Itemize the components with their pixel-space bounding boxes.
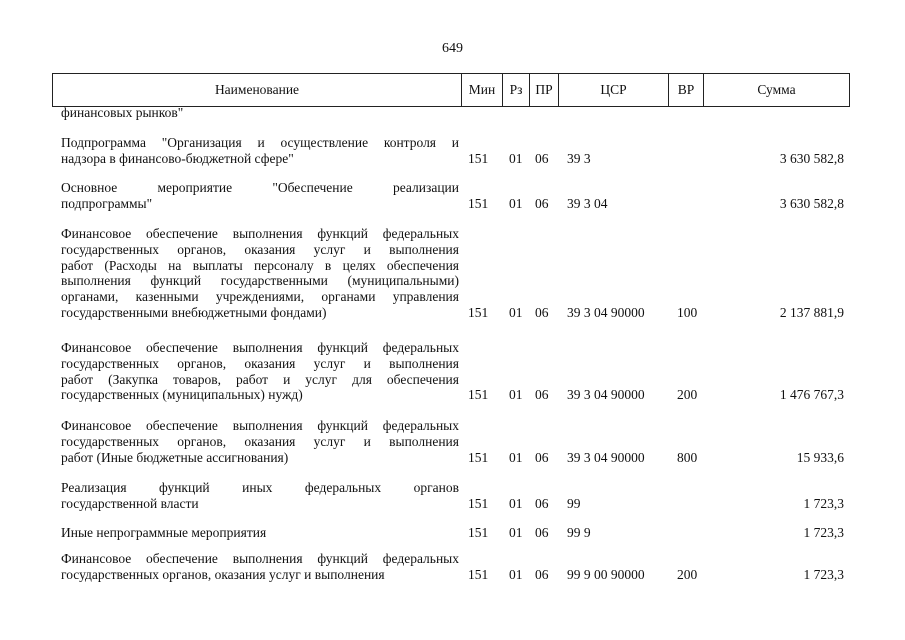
cell-csr: 39 3 04 90000 (567, 449, 645, 465)
row-name (61, 135, 459, 167)
cell-sum: 1 476 767,3 (779, 387, 844, 403)
cell-pr: 06 (535, 195, 549, 211)
cell-sum: 1 723,3 (803, 495, 844, 511)
row-name-line: Подпрограмма "Организация и осуществление контроля и (61, 135, 459, 150)
table-header (52, 73, 850, 107)
row-name-line: выполнения функций государственными (муниципальными) (61, 273, 459, 289)
cell-pr: 06 (535, 525, 549, 540)
row-name (61, 180, 459, 212)
cell-vr: 800 (677, 449, 698, 465)
row-name-line: государственных органов, оказания услуг и выполнения (61, 355, 459, 371)
cell-sum: 2 137 881,9 (779, 305, 844, 320)
row-name-line: Финансовое обеспечение выполнения функций федеральных (61, 340, 459, 355)
row-name (61, 105, 459, 121)
cell-min: 151 (468, 449, 489, 465)
cell-csr: 99 9 (567, 525, 591, 540)
row-name-line: государственной власти (61, 495, 199, 511)
cell-sum: 3 630 582,8 (779, 150, 844, 166)
row-name-line: финансовых рынков" (61, 105, 184, 120)
cell-sum: 1 723,3 (803, 525, 844, 540)
row-name (61, 418, 459, 465)
header-vr: ВР (669, 74, 704, 107)
cell-min: 151 (468, 387, 489, 403)
cell-rz: 01 (509, 449, 523, 465)
row-name-line: работ (Закупка товаров, работ и услуг для обеспечения (61, 371, 459, 387)
row-name-line: подпрограммы" (61, 195, 153, 211)
cell-csr: 39 3 (567, 150, 591, 166)
cell-pr: 06 (535, 495, 549, 511)
cell-rz: 01 (509, 525, 523, 540)
cell-rz: 01 (509, 387, 523, 403)
row-name-line: органами, казенными учреждениями, органами управления (61, 289, 459, 305)
row-name-line: Финансовое обеспечение выполнения функций федеральных (61, 226, 459, 241)
row-name-line: работ (Иные бюджетные ассигнования) (61, 449, 289, 465)
cell-csr: 99 (567, 495, 581, 511)
cell-min: 151 (468, 305, 489, 320)
header-min: Мин (462, 74, 503, 107)
row-name-line: надзора в финансово-бюджетной сфере" (61, 150, 294, 166)
cell-rz: 01 (509, 305, 523, 320)
cell-vr: 200 (677, 387, 698, 403)
cell-pr: 06 (535, 387, 549, 403)
row-name-line: государственных органов, оказания услуг и выполнения (61, 241, 459, 257)
header-pr: ПР (530, 74, 559, 107)
cell-rz: 01 (509, 150, 523, 166)
cell-min: 151 (468, 566, 489, 582)
cell-pr: 06 (535, 150, 549, 166)
cell-csr: 39 3 04 90000 (567, 387, 645, 403)
row-name-line: Финансовое обеспечение выполнения функций федеральных (61, 551, 459, 566)
cell-sum: 15 933,6 (796, 449, 844, 465)
row-name-line: государственных органов, оказания услуг и выполнения (61, 566, 385, 582)
cell-csr: 39 3 04 90000 (567, 305, 645, 320)
cell-min: 151 (468, 195, 489, 211)
row-name-line: Реализация функций иных федеральных органов (61, 480, 459, 495)
page-number: 649 (442, 41, 463, 56)
row-name-line: Финансовое обеспечение выполнения функций федеральных (61, 418, 459, 433)
row-name-line: Иные непрограммные мероприятия (61, 525, 267, 540)
cell-min: 151 (468, 525, 489, 540)
cell-pr: 06 (535, 566, 549, 582)
row-name-line: Основное мероприятие "Обеспечение реализации (61, 180, 459, 195)
cell-pr: 06 (535, 305, 549, 320)
cell-rz: 01 (509, 495, 523, 511)
header-csr: ЦСР (559, 74, 669, 107)
cell-vr: 100 (677, 305, 698, 320)
cell-min: 151 (468, 150, 489, 166)
row-name (61, 551, 459, 583)
row-name (61, 525, 459, 541)
row-name (61, 226, 459, 321)
header-rz: Рз (503, 74, 530, 107)
row-name (61, 480, 459, 512)
row-name-line: государственными внебюджетными фондами) (61, 304, 327, 320)
row-name (61, 340, 459, 403)
cell-rz: 01 (509, 566, 523, 582)
row-name-line: работ (Расходы на выплаты персоналу в целях обеспечения (61, 257, 459, 273)
cell-rz: 01 (509, 195, 523, 211)
cell-sum: 1 723,3 (803, 566, 844, 582)
cell-vr: 200 (677, 566, 698, 582)
cell-sum: 3 630 582,8 (779, 195, 844, 211)
cell-csr: 99 9 00 90000 (567, 566, 645, 582)
cell-min: 151 (468, 495, 489, 511)
cell-csr: 39 3 04 (567, 195, 608, 211)
header-name: Наименование (53, 74, 462, 107)
cell-pr: 06 (535, 449, 549, 465)
header-sum: Сумма (704, 74, 850, 107)
row-name-line: государственных органов, оказания услуг и выполнения (61, 433, 459, 449)
row-name-line: государственных (муниципальных) нужд) (61, 387, 303, 403)
